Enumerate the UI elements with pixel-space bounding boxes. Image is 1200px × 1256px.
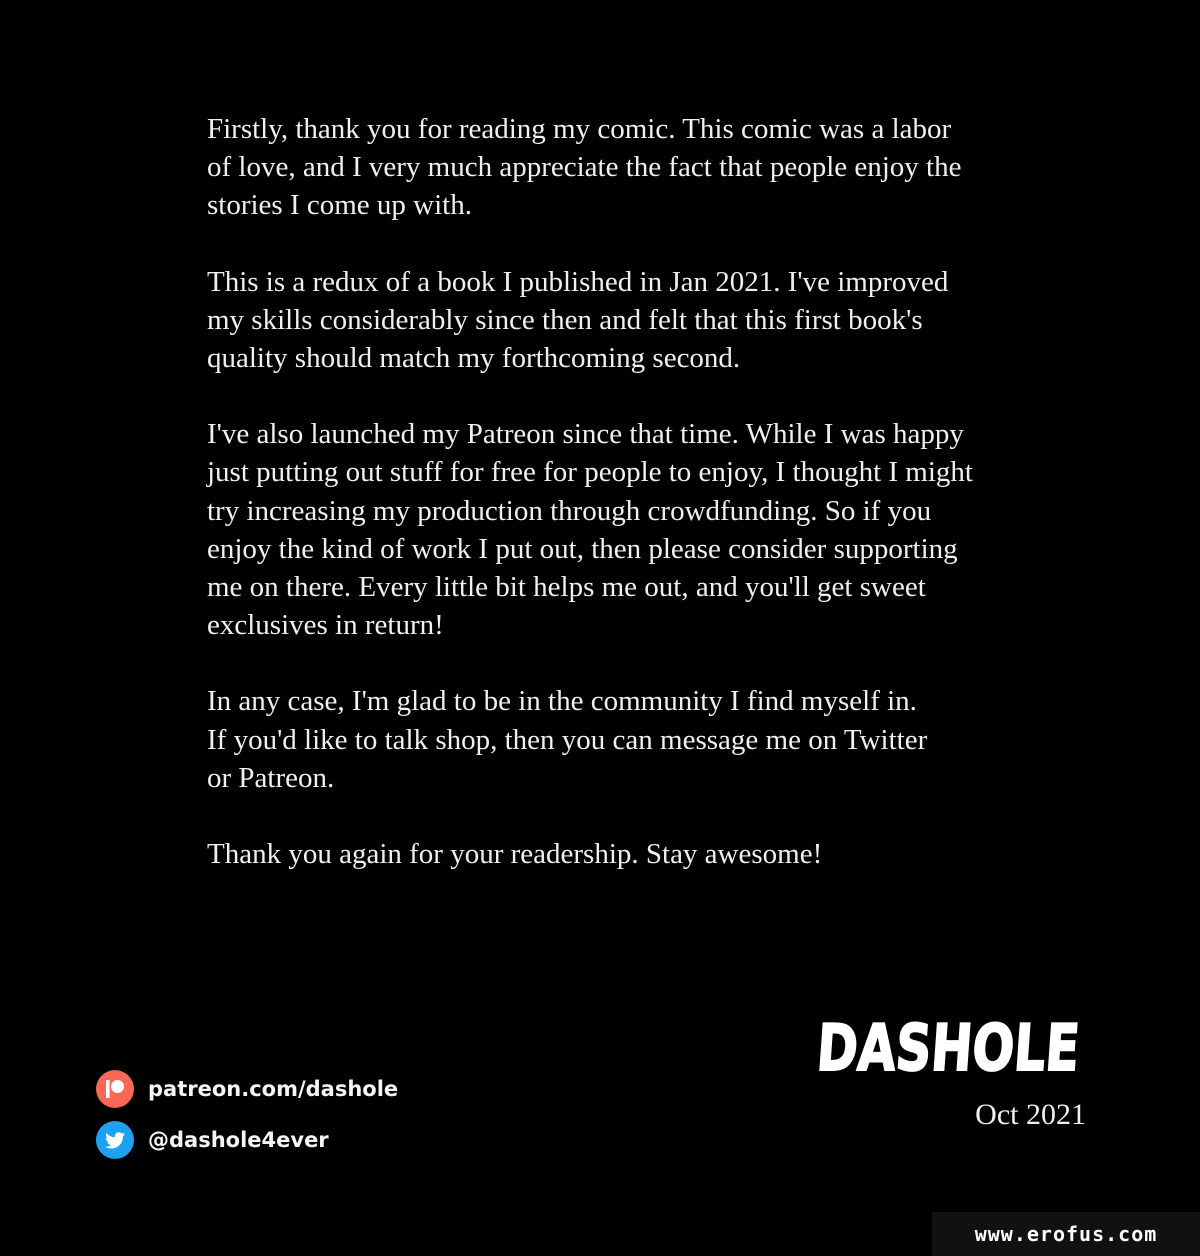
dashole-signature-logo — [814, 1008, 1161, 1086]
twitter-handle[interactable]: @dashole4ever — [148, 1128, 329, 1152]
text-line: enjoy the kind of work I put out, then please consider supporting — [207, 532, 958, 565]
patreon-icon-graphic — [96, 1070, 134, 1108]
text-line: In any case, I'm glad to be in the community I find myself in. — [207, 685, 917, 718]
paragraph-patreon — [207, 415, 1067, 644]
patreon-icon — [96, 1070, 134, 1108]
signature-date: Oct 2021 — [975, 1098, 1086, 1131]
text-line: try increasing my production through crowdfunding. So if you — [207, 494, 932, 527]
text-line: of love, and I very much appreciate the fact that people enjoy the — [207, 151, 962, 184]
text-line: my skills considerably since then and felt that this first book's — [207, 303, 923, 336]
text-line: stories I come up with. — [207, 189, 472, 222]
patreon-link[interactable] — [96, 1070, 398, 1108]
twitter-icon — [96, 1121, 134, 1159]
patreon-handle[interactable]: patreon.com/dashole — [148, 1077, 399, 1101]
paragraph-community — [207, 682, 1067, 797]
paragraph-closing — [207, 835, 1067, 873]
letter-body — [207, 110, 1067, 911]
text-line: or Patreon. — [207, 761, 335, 794]
twitter-link[interactable] — [96, 1121, 329, 1159]
paragraph-redux — [207, 263, 1067, 378]
paragraph-thanks — [207, 110, 1067, 225]
text-line: This is a redux of a book I published in Jan 2021. I've improved — [207, 265, 949, 298]
text-line: exclusives in return! — [207, 609, 444, 642]
site-watermark: www.erofus.com — [932, 1212, 1200, 1256]
text-line: just putting out stuff for free for people to enjoy, I thought I might — [207, 456, 973, 489]
text-line: Firstly, thank you for reading my comic. This comic was a labor — [207, 113, 952, 145]
twitter-icon-graphic — [96, 1121, 134, 1159]
text-line: me on there. Every little bit helps me out, and you'll get sweet — [207, 571, 926, 604]
text-line: quality should match my forthcoming second. — [207, 342, 741, 375]
text-line: If you'd like to talk shop, then you can message me on Twitter — [207, 723, 928, 756]
text-line: I've also launched my Patreon since that time. While I was happy — [207, 418, 964, 451]
text-line: Thank you again for your readership. Stay awesome! — [207, 838, 823, 871]
signature-logo-text: DASHOLE — [814, 1012, 1161, 1086]
